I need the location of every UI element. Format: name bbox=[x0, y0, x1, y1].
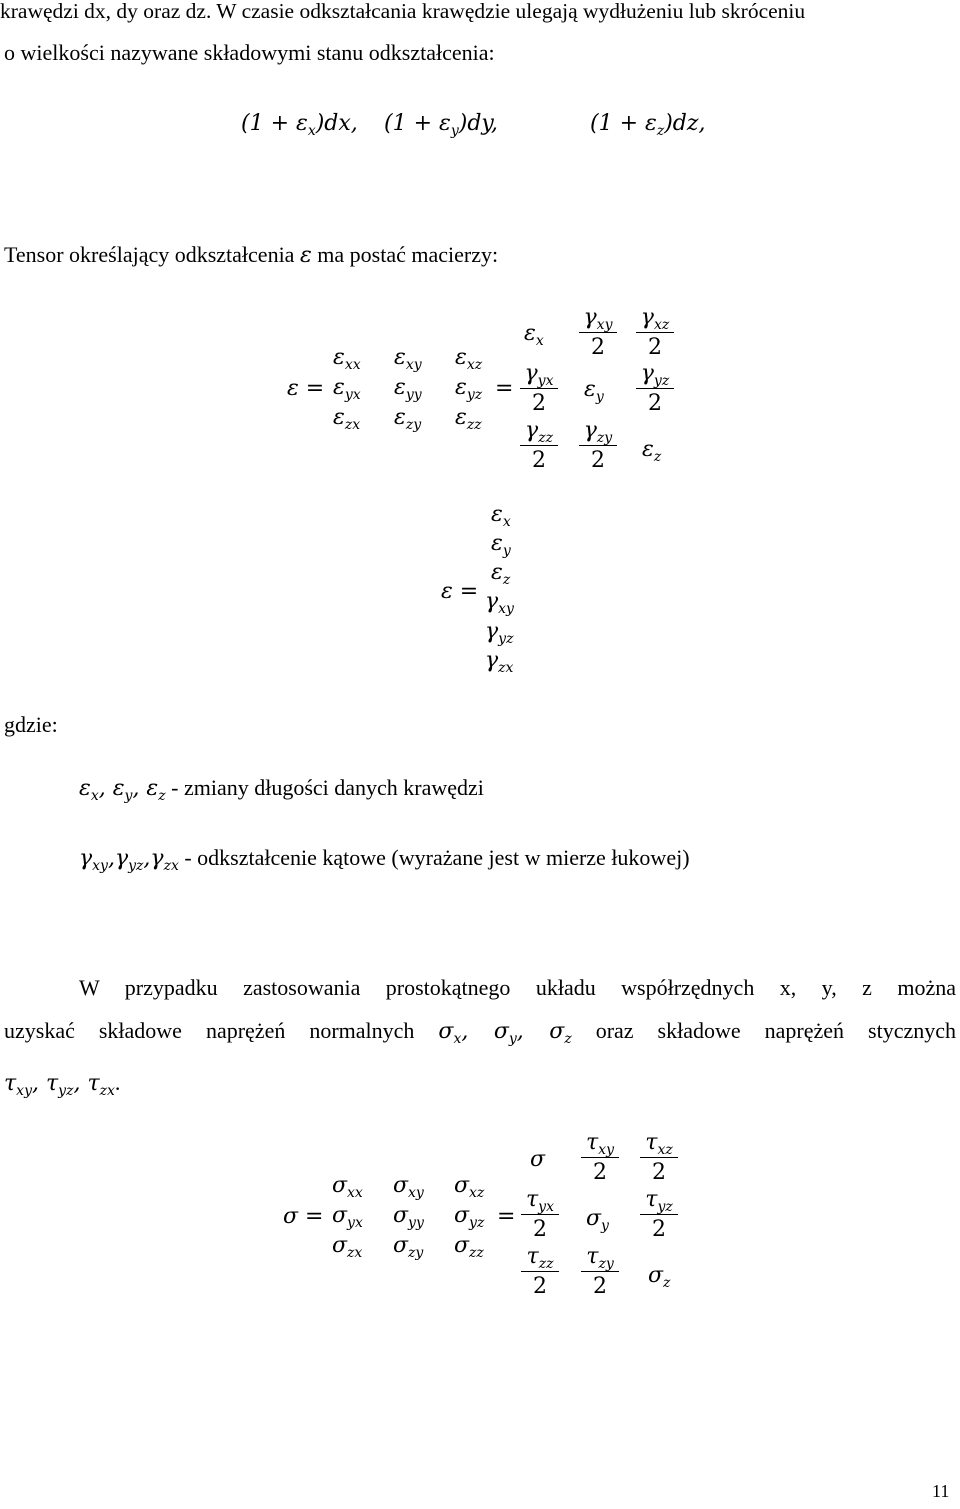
strain-eps-zy: $\varepsilon_{zy}$ bbox=[394, 405, 422, 433]
strain-vector-gamma-zx: $\gamma_{zx}$ bbox=[485, 648, 514, 676]
stress-sigma-xx: $\sigma_{xx}$ bbox=[332, 1173, 363, 1201]
strain-right-eps-z: $\varepsilon_z$ bbox=[642, 437, 662, 465]
elongation-z: $(1 + \varepsilon_z)dz$, bbox=[590, 111, 706, 139]
stress-matrix-equals: = bbox=[497, 1204, 516, 1229]
stress-right-sigma: σ bbox=[530, 1147, 546, 1172]
stress-right-tau-yx-half: $\tau_{yx}$ 2 bbox=[517, 1187, 563, 1243]
stress-right-tau-yz-half: $\tau_{yz}$ 2 bbox=[636, 1187, 682, 1243]
strain-right-gamma-zz-half: $\gamma_{zz}$ 2 bbox=[516, 418, 562, 474]
strain-vector-eps-x: $\varepsilon_x$ bbox=[491, 502, 511, 530]
definition-eps: $\varepsilon_x$, $\varepsilon_y$, $\varepsilon_z$ - zmiany długości danych krawędzi bbox=[79, 775, 484, 804]
strain-eps-xz: $\varepsilon_{xz}$ bbox=[455, 345, 483, 373]
stress-sigma-zz: $\sigma_{zz}$ bbox=[454, 1233, 484, 1261]
strain-matrix-equals: = bbox=[495, 376, 514, 401]
strain-right-gamma-yx-half: $\gamma_{yx}$ 2 bbox=[516, 361, 562, 417]
stress-matrix-lhs: σ = bbox=[283, 1204, 324, 1229]
strain-eps-zx: $\varepsilon_{zx}$ bbox=[333, 405, 361, 433]
strain-right-eps-x: $\varepsilon_x$ bbox=[524, 321, 544, 349]
stress-sigma-yz: $\sigma_{yz}$ bbox=[454, 1203, 485, 1231]
stress-right-tau-xy-half: $\tau_{xy}$ 2 bbox=[577, 1130, 623, 1186]
definition-gamma: $\gamma_{xy},\gamma_{yz},\gamma_{zx}$ - odkształcenie kątowe (wyrażane jest w mierze łukowej) bbox=[79, 845, 690, 874]
strain-vector-eps-z: $\varepsilon_z$ bbox=[491, 560, 511, 588]
page-number: 11 bbox=[932, 1481, 950, 1501]
strain-right-gamma-xz-half: $\gamma_{xz}$ 2 bbox=[632, 305, 678, 361]
stress-sigma-yx: $\sigma_{yx}$ bbox=[332, 1203, 363, 1231]
intro-line-2: o wielkości nazywane składowymi stanu odkształcenia: bbox=[4, 40, 495, 65]
strain-eps-yx: $\varepsilon_{yx}$ bbox=[333, 375, 361, 403]
elongation-x: $(1 + \varepsilon_x)dx$, bbox=[241, 111, 358, 139]
stress-sigma-zy: $\sigma_{zy}$ bbox=[393, 1233, 424, 1261]
strain-right-gamma-yz-half: $\gamma_{yz}$ 2 bbox=[632, 361, 678, 417]
strain-matrix-lhs: ε = bbox=[287, 376, 325, 401]
stress-right-tau-xz-half: $\tau_{xz}$ 2 bbox=[636, 1130, 682, 1186]
stress-sigma-yy: $\sigma_{yy}$ bbox=[393, 1203, 424, 1231]
strain-eps-yz: $\varepsilon_{yz}$ bbox=[455, 375, 483, 403]
tensor-intro: Tensor określający odkształcenia ε ma postać macierzy: bbox=[4, 242, 499, 268]
gdzie-label: gdzie: bbox=[4, 712, 58, 737]
strain-eps-zz: $\varepsilon_{zz}$ bbox=[455, 405, 482, 433]
strain-vector-lhs: ε = bbox=[441, 579, 479, 604]
stress-sigma-zx: $\sigma_{zx}$ bbox=[332, 1233, 363, 1261]
stress-sigma-xy: $\sigma_{xy}$ bbox=[393, 1173, 424, 1201]
strain-vector-gamma-xy: $\gamma_{xy}$ bbox=[485, 589, 514, 617]
strain-right-gamma-zy-half: $\gamma_{zy}$ 2 bbox=[575, 418, 621, 474]
strain-eps-yy: $\varepsilon_{yy}$ bbox=[394, 375, 422, 403]
stress-right-tau-zz-half: $\tau_{zz}$ 2 bbox=[517, 1244, 563, 1300]
stress-sigma-xz: $\sigma_{xz}$ bbox=[454, 1173, 485, 1201]
stress-right-sigma-y: $\sigma_y$ bbox=[586, 1206, 609, 1234]
strain-vector-eps-y: $\varepsilon_y$ bbox=[491, 531, 511, 559]
strain-right-gamma-xy-half: $\gamma_{xy}$ 2 bbox=[575, 305, 621, 361]
strain-vector-gamma-yz: $\gamma_{yz}$ bbox=[485, 619, 514, 647]
stress-right-sigma-z: $\sigma_z$ bbox=[648, 1263, 671, 1291]
paragraph-line-1: W przypadku zastosowania prostokątnego układu współrzędnych x, y, z można bbox=[79, 975, 956, 1000]
paragraph-line-3: $\tau_{xy}$, $\tau_{yz}$, $\tau_{zx}$. bbox=[4, 1070, 121, 1099]
paragraph-line-2: uzyskać składowe naprężeń normalnych $\sigma_x$, $\sigma_y$, $\sigma_z$ oraz składowe naprężeń stycznych bbox=[4, 1018, 956, 1047]
strain-eps-xx: $\varepsilon_{xx}$ bbox=[333, 345, 361, 373]
elongation-y: $(1 + \varepsilon_y)dy$, bbox=[384, 111, 498, 139]
stress-right-tau-zy-half: $\tau_{zy}$ 2 bbox=[577, 1244, 623, 1300]
strain-right-eps-y: $\varepsilon_y$ bbox=[584, 377, 604, 405]
strain-eps-xy: $\varepsilon_{xy}$ bbox=[394, 345, 422, 373]
intro-line-1: krawędzi dx, dy oraz dz. W czasie odkształcania krawędzie ulegają wydłużeniu lub skróceniu bbox=[0, 0, 806, 23]
